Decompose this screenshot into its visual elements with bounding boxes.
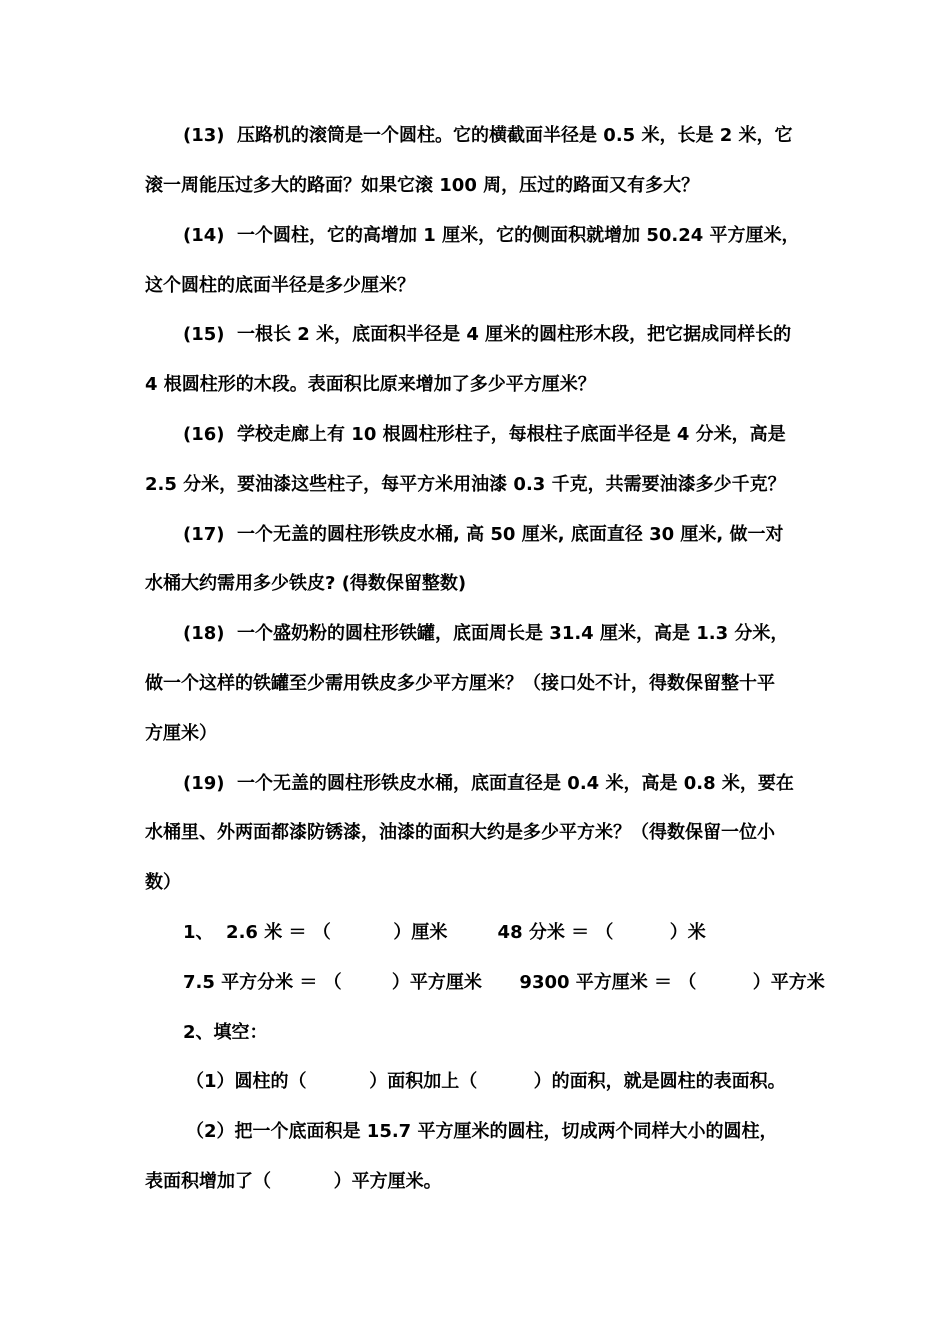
problem-19-line-1: (19) 一个无盖的圆柱形铁皮水桶，底面直径是 0.4 米，高是 0.8 米，要在 xyxy=(183,773,794,794)
problem-14-line-1: (14) 一个圆柱，它的高增加 1 厘米，它的侧面积就增加 50.24 平方厘米， xyxy=(183,225,800,246)
problem-13-line-1: (13) 压路机的滚筒是一个圆柱。它的横截面半径是 0.5 米，长是 2 米，它 xyxy=(183,125,793,146)
problem-18-line-2: 做一个这样的铁罐至少需用铁皮多少平方厘米？（接口处不计，得数保留整十平 xyxy=(145,673,775,694)
problem-19-line-2: 水桶里、外两面都漆防锈漆，油漆的面积大约是多少平方米？（得数保留一位小 xyxy=(145,822,775,843)
problem-18-line-3: 方厘米） xyxy=(145,723,217,744)
conversion-line-1: 1、 2.6 米 ＝ （ ）厘米 48 分米 ＝ （ ）米 xyxy=(183,922,706,943)
problem-16-line-2: 2.5 分米，要油漆这些柱子，每平方米用油漆 0.3 千克，共需要油漆多少千克？ xyxy=(145,474,786,495)
problem-17-line-2: 水桶大约需用多少铁皮? (得数保留整数) xyxy=(145,573,467,594)
fill-blank-heading: 2、填空： xyxy=(183,1022,268,1043)
problem-16-line-1: (16) 学校走廊上有 10 根圆柱形柱子，每根柱子底面半径是 4 分米，高是 xyxy=(183,424,786,445)
fill-blank-item-2-line-2: 表面积增加了（ ）平方厘米。 xyxy=(145,1171,442,1192)
conversion-line-2: 7.5 平方分米 ＝ （ ）平方厘米 9300 平方厘米 ＝ （ ）平方米 xyxy=(183,972,825,993)
problem-15-line-2: 4 根圆柱形的木段。表面积比原来增加了多少平方厘米？ xyxy=(145,374,596,395)
problem-19-line-3: 数） xyxy=(145,872,181,893)
problem-15-line-1: (15) 一根长 2 米，底面积半径是 4 厘米的圆柱形木段，把它据成同样长的 xyxy=(183,324,792,345)
problem-13-line-2: 滚一周能压过多大的路面？如果它滚 100 周，压过的路面又有多大？ xyxy=(145,175,700,196)
problem-18-line-1: (18) 一个盛奶粉的圆柱形铁罐，底面周长是 31.4 厘米，高是 1.3 分米， xyxy=(183,623,789,644)
problem-14-line-2: 这个圆柱的底面半径是多少厘米？ xyxy=(145,275,415,296)
fill-blank-item-1: （1）圆柱的（ ）面积加上（ ）的面积，就是圆柱的表面积。 xyxy=(186,1071,786,1092)
problem-17-line-1: (17) 一个无盖的圆柱形铁皮水桶, 高 50 厘米, 底面直径 30 厘米, 做一对 xyxy=(183,524,784,545)
fill-blank-item-2-line-1: （2）把一个底面积是 15.7 平方厘米的圆柱，切成两个同样大小的圆柱， xyxy=(186,1121,778,1142)
